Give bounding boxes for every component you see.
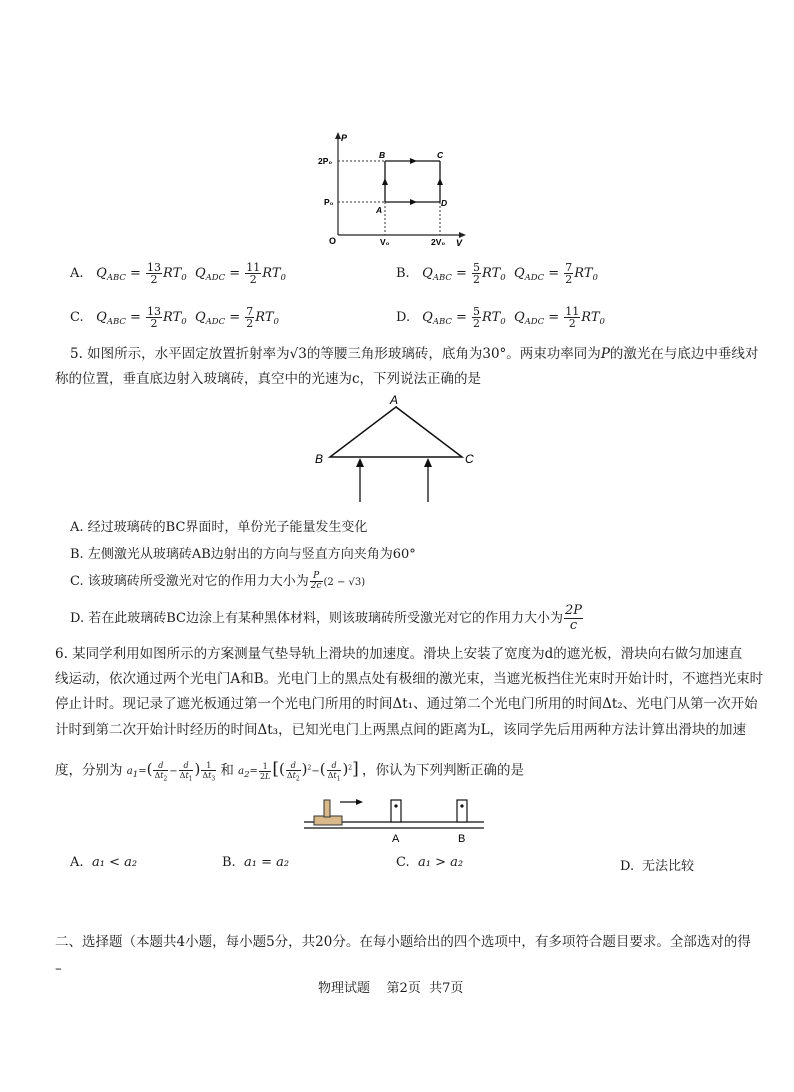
q5-option-a: A. 经过玻璃砖的BC界面时，单份光子能量发生变化 [70, 520, 368, 535]
formula-a2: $a_2=$ $\frac{1}{2L}$ [( $\frac{d}{\Delta t_2}$ )$^2$−( $\frac{d}{\Delta t_1}$ )$^2$] [238, 759, 359, 783]
tick-p0: P₀ [324, 197, 334, 207]
vertex-a: A [390, 393, 399, 407]
pv-graph [318, 130, 478, 248]
point-c: C [437, 150, 444, 160]
footer-total: 共7页 [429, 981, 464, 996]
tick-2v0: 2V₀ [431, 237, 446, 247]
q5-stem-line1: 5. 如图所示，水平固定放置折射率为√3的等腰三角形玻璃砖，底角为30°。两束功率同为P的激光在与底边中垂线对 [70, 346, 759, 362]
q4-option-b: B. $Q_{ABC}$ = $\frac{5}{2}$ $RT_0$ $Q_{ADC}$ = $\frac{7}{2}$ $RT_0$ [396, 261, 598, 286]
q4-option-a: A. $Q_{ABC}$ = $\frac{13}{2}$ $RT_0$ $Q_{ADC}$ = $\frac{11}{2}$ $RT_0$ [70, 261, 286, 286]
point-b: B [379, 150, 386, 160]
point-d: D [441, 198, 448, 208]
q6-line1: 6. 某同学利用如图所示的方案测量气垫导轨上滑块的加速度。滑块上安装了宽度为d的遮光板，滑块向右做匀加速直 [55, 646, 743, 662]
section2-heading: 二、选择题（本题共4小题，每小题5分，共20分。在每小题给出的四个选项中，有多项符合题目要求。全部选对的得 [55, 934, 751, 950]
arrow-dc [437, 178, 443, 185]
q6-line2: 线运动，依次通过两个光电门A和B。光电门上的黑点处有极细的激光束，当遮光板挡住光束时开始计时，不遮挡光束时 [55, 671, 764, 687]
formula-a1: $a_1=$( $\frac{d}{\Delta t_2}$ − $\frac{d}{\Delta t_1}$ ) $\frac{1}{\Delta t_3}$ [126, 760, 216, 783]
q6-line3: 停止计时。现记录了遮光板通过第一个光电门所用的时间Δt₁、通过第二个光电门所用的时间Δt₂、光电门从第一次开始 [55, 696, 758, 712]
laser-left-arrow [356, 458, 364, 467]
q5-option-c: C. 该玻璃砖所受激光对它的作用力大小为 $\frac{P}{2c}$ (2 − √3) [70, 571, 366, 591]
q6-option-a: A. a₁ < a₂ [70, 855, 138, 870]
q5-option-d: D. 若在此玻璃砖BC边涂上有某种黑体材料，则该玻璃砖所受激光对它的作用力大小为 $\frac{2P}{c}$ [70, 603, 582, 633]
gate-b-label: B [458, 833, 466, 845]
gate-a-label: A [392, 833, 400, 845]
q5-stem-line2: 称的位置，垂直底边射入玻璃砖，真空中的光速为c，下列说法正确的是 [55, 371, 482, 387]
q6-line5: 度，分别为 $a_1=$( $\frac{d}{\Delta t_2}$ − $\frac{d}{\Delta t_1}$ ) $\frac{1}{\Delta t_3}$ 和 $a_2=$ $\frac{1}{2L}$ [( $\frac{d}{\Delta t_2}$ )$^2$−( $\frac{d}{\Delta t_1}$ )$^2$] ，你认为下列判断正确的是 [55, 759, 524, 783]
vertex-c: C [465, 452, 474, 466]
photogate-a [391, 800, 401, 822]
point-a: A [376, 205, 383, 215]
photogate-b [457, 800, 467, 822]
footer-subject: 物理试题 [318, 981, 371, 996]
footer-page: 第2页 [386, 981, 421, 996]
page-footer [318, 977, 463, 996]
arrow-ad [410, 199, 417, 205]
light-shield [324, 800, 330, 817]
q6-option-b: B. a₁ = a₂ [222, 855, 290, 870]
arrow-bc [410, 158, 417, 164]
air-track-diagram [296, 790, 491, 846]
section2-line2: – [55, 961, 62, 977]
q6-line4: 计时到第二次开始计时经历的时间Δt₃，已知光电门上两黑点间的距离为L，该同学先后用两种方法计算出滑块的加速 [55, 722, 747, 738]
arrow-ab [382, 178, 388, 185]
prism-triangle [330, 407, 462, 457]
laser-right-arrow [424, 458, 432, 467]
q6-option-d: D. 无法比较 [620, 859, 695, 874]
q4-option-d: D. $Q_{ABC}$ = $\frac{5}{2}$ $RT_0$ $Q_{ADC}$ = $\frac{11}{2}$ $RT_0$ [396, 305, 605, 330]
label-o: O [329, 236, 337, 246]
q5-option-b: B. 左侧激光从玻璃砖AB边射出的方向与竖直方向夹角为60° [70, 547, 416, 562]
photogate-b-dot [460, 804, 463, 807]
q4-option-c: C. $Q_{ABC}$ = $\frac{13}{2}$ $RT_0$ $Q_{ADC}$ = $\frac{7}{2}$ $RT_0$ [70, 305, 279, 330]
label-v: V [456, 238, 463, 248]
label-p: P [341, 133, 348, 143]
vertex-b: B [315, 452, 324, 466]
tick-v0: V₀ [380, 237, 390, 247]
photogate-a-dot [394, 804, 397, 807]
motion-arrowhead [356, 799, 363, 805]
q6-option-c: C. a₁ > a₂ [396, 855, 464, 870]
prism-diagram [310, 392, 485, 514]
tick-2p0: 2P₀ [318, 156, 333, 166]
